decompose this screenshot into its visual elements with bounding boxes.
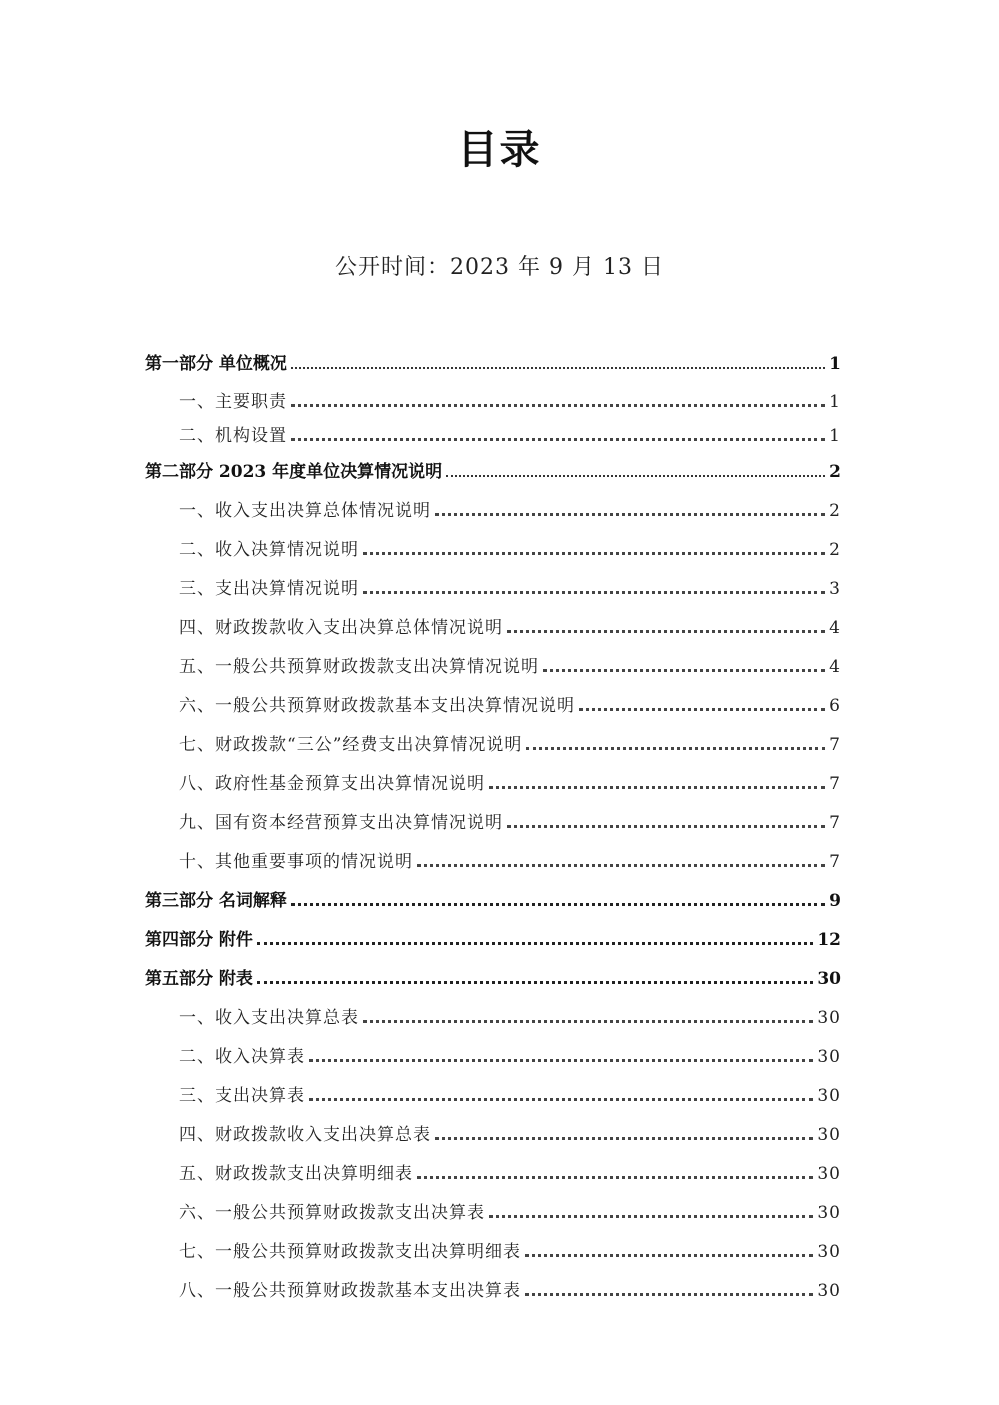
toc-page-number: 4 <box>829 657 841 677</box>
toc-entry-label: 十、其他重要事项的情况说明 <box>179 852 413 872</box>
toc-entry-label: 二、机构设置 <box>179 426 287 446</box>
toc-dot-leader <box>543 666 825 672</box>
toc-part-entry[interactable] <box>145 446 841 482</box>
toc-dot-leader <box>507 627 825 633</box>
toc-section-entry[interactable] <box>145 1067 841 1106</box>
toc-dot-leader <box>291 900 825 906</box>
toc-page-number: 30 <box>817 1047 841 1067</box>
toc-section-entry[interactable] <box>145 1028 841 1067</box>
toc-entry-label: 三、支出决算表 <box>179 1086 305 1106</box>
toc-section-entry[interactable] <box>145 755 841 794</box>
toc-page-number: 7 <box>829 774 841 794</box>
toc-dot-leader <box>257 978 813 984</box>
toc-page-number: 2 <box>829 540 841 560</box>
toc-section-entry[interactable] <box>145 482 841 521</box>
toc-entry-label: 一、收入支出决算总体情况说明 <box>179 501 431 521</box>
toc-page-number: 7 <box>829 852 841 872</box>
table-of-contents <box>145 340 841 1301</box>
toc-entry-label: 第四部分 附件 <box>145 930 253 950</box>
toc-section-entry[interactable] <box>145 638 841 677</box>
toc-entry-label: 八、一般公共预算财政拨款基本支出决算表 <box>179 1281 521 1301</box>
toc-dot-leader <box>417 1173 813 1179</box>
toc-page-number: 12 <box>817 930 841 950</box>
toc-section-entry[interactable] <box>145 794 841 833</box>
toc-dot-leader <box>435 1134 813 1140</box>
toc-dot-leader <box>526 744 825 750</box>
toc-page-number: 7 <box>829 813 841 833</box>
toc-entry-label: 一、主要职责 <box>179 392 287 412</box>
toc-entry-label: 第三部分 名词解释 <box>145 891 287 911</box>
toc-page-number: 1 <box>829 426 841 446</box>
publish-date: 公开时间：2023 年 9 月 13 日 <box>335 255 664 280</box>
toc-dot-leader <box>363 549 825 555</box>
toc-dot-leader <box>525 1290 813 1296</box>
toc-part-entry[interactable] <box>145 872 841 911</box>
toc-entry-label: 六、一般公共预算财政拨款基本支出决算情况说明 <box>179 696 575 716</box>
toc-entry-label: 第五部分 附表 <box>145 969 253 989</box>
toc-entry-label: 五、财政拨款支出决算明细表 <box>179 1164 413 1184</box>
toc-page-number: 1 <box>829 354 841 374</box>
toc-entry-label: 第二部分 2023 年度单位决算情况说明 <box>145 462 443 482</box>
toc-dot-leader <box>489 1212 813 1218</box>
toc-entry-label: 七、财政拨款“三公”经费支出决算情况说明 <box>179 735 523 755</box>
toc-dot-leader <box>417 861 825 867</box>
toc-page-number: 2 <box>829 462 841 482</box>
toc-dot-leader <box>257 939 813 945</box>
toc-dot-leader <box>507 822 825 828</box>
toc-dot-leader <box>525 1251 813 1257</box>
toc-section-entry[interactable] <box>145 1106 841 1145</box>
toc-dot-leader <box>309 1056 813 1062</box>
toc-section-entry[interactable] <box>145 599 841 638</box>
page-title: 目录 <box>457 127 542 173</box>
toc-section-entry[interactable] <box>145 677 841 716</box>
toc-section-entry[interactable] <box>145 716 841 755</box>
toc-part-entry[interactable] <box>145 911 841 950</box>
toc-page-number: 30 <box>817 1164 841 1184</box>
toc-dot-leader <box>446 473 825 477</box>
toc-dot-leader <box>435 510 825 516</box>
toc-page-number: 30 <box>817 1086 841 1106</box>
toc-page-number: 30 <box>817 1281 841 1301</box>
toc-entry-label: 八、政府性基金预算支出决算情况说明 <box>179 774 485 794</box>
toc-page-number: 30 <box>817 1242 841 1262</box>
toc-entry-label: 二、收入决算情况说明 <box>179 540 359 560</box>
toc-entry-label: 四、财政拨款收入支出决算总体情况说明 <box>179 618 503 638</box>
toc-page-number: 9 <box>829 891 841 911</box>
toc-page-number: 7 <box>829 735 841 755</box>
toc-entry-label: 三、支出决算情况说明 <box>179 579 359 599</box>
toc-section-entry[interactable] <box>145 1262 841 1301</box>
toc-section-entry[interactable] <box>145 833 841 872</box>
toc-entry-label: 五、一般公共预算财政拨款支出决算情况说明 <box>179 657 539 677</box>
toc-entry-label: 一、收入支出决算总表 <box>179 1008 359 1028</box>
toc-dot-leader <box>489 783 825 789</box>
toc-entry-label: 九、国有资本经营预算支出决算情况说明 <box>179 813 503 833</box>
toc-entry-label: 四、财政拨款收入支出决算总表 <box>179 1125 431 1145</box>
toc-page-number: 2 <box>829 501 841 521</box>
toc-entry-label: 二、收入决算表 <box>179 1047 305 1067</box>
toc-section-entry[interactable] <box>145 989 841 1028</box>
toc-section-entry[interactable] <box>145 560 841 599</box>
toc-dot-leader <box>309 1095 813 1101</box>
toc-section-entry[interactable] <box>145 1223 841 1262</box>
toc-dot-leader <box>363 588 825 594</box>
toc-section-entry[interactable] <box>145 412 841 446</box>
toc-dot-leader <box>579 705 825 711</box>
toc-section-entry[interactable] <box>145 1184 841 1223</box>
toc-page-number: 3 <box>829 579 841 599</box>
toc-dot-leader <box>291 435 825 441</box>
toc-part-entry[interactable] <box>145 340 841 374</box>
toc-dot-leader <box>363 1017 813 1023</box>
toc-section-entry[interactable] <box>145 521 841 560</box>
toc-section-entry[interactable] <box>145 374 841 412</box>
toc-page-number: 30 <box>817 1008 841 1028</box>
toc-entry-label: 七、一般公共预算财政拨款支出决算明细表 <box>179 1242 521 1262</box>
toc-entry-label: 六、一般公共预算财政拨款支出决算表 <box>179 1203 485 1223</box>
toc-page-number: 30 <box>817 1125 841 1145</box>
toc-page-number: 30 <box>817 969 841 989</box>
toc-dot-leader <box>291 365 825 369</box>
toc-page-number: 30 <box>817 1203 841 1223</box>
toc-entry-label: 第一部分 单位概况 <box>145 354 287 374</box>
toc-section-entry[interactable] <box>145 1145 841 1184</box>
toc-part-entry[interactable] <box>145 950 841 989</box>
toc-page-number: 4 <box>829 618 841 638</box>
toc-page-number: 6 <box>829 696 841 716</box>
toc-dot-leader <box>291 401 825 407</box>
toc-page-number: 1 <box>829 392 841 412</box>
